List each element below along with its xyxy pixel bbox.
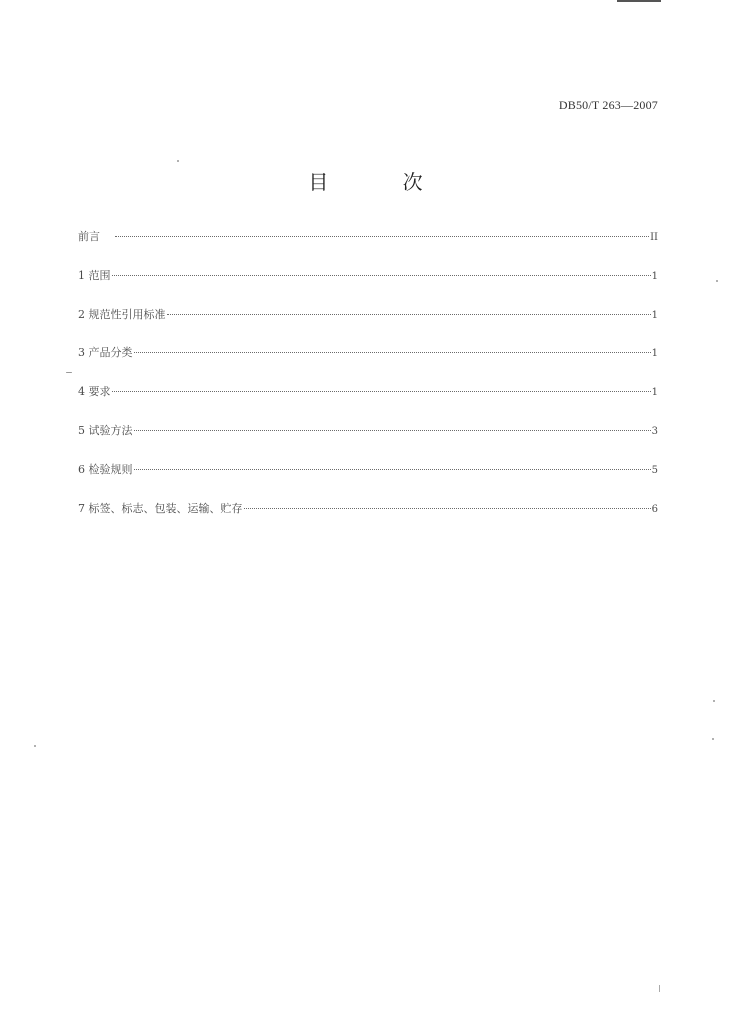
scan-speck [34,745,36,747]
table-of-contents [78,228,658,538]
top-rule [617,0,661,2]
toc-item-normative-references[interactable] [78,306,658,322]
toc-item-page: 1 [651,348,658,360]
toc-leader-dots [167,314,651,315]
toc-leader-dots [115,236,649,237]
toc-item-page: II [650,232,658,243]
scan-speck [66,372,72,373]
toc-item-test-methods[interactable] [78,422,658,438]
scan-speck [712,738,714,740]
toc-item-label: 4 要求 [78,385,111,399]
page-title: 目 次 [308,170,457,194]
scan-mark [659,985,660,992]
document-code: DB50/T 263—2007 [558,98,658,112]
toc-item-page: 1 [651,270,658,282]
scan-speck [713,700,715,702]
toc-item-scope[interactable] [78,267,658,283]
toc-item-page: 6 [651,503,658,515]
scan-speck [177,160,179,162]
toc-item-label: 3 产品分类 [78,346,133,360]
toc-item-page: 1 [651,387,658,399]
toc-item-label: 5 试验方法 [78,423,133,437]
toc-item-label: 6 检验规则 [78,462,133,476]
scan-speck [716,280,718,282]
toc-item-label: 前言 [78,230,100,243]
toc-item-preface[interactable] [78,228,658,244]
toc-item-page: 3 [651,425,658,437]
toc-item-product-classification[interactable] [78,344,658,360]
toc-item-labeling-packaging-transport-storage[interactable] [78,500,658,516]
toc-item-label: 1 范围 [78,268,111,282]
toc-leader-dots [244,508,651,509]
toc-item-page: 5 [651,464,658,476]
toc-item-inspection-rules[interactable] [78,461,658,477]
toc-item-requirements[interactable] [78,383,658,399]
toc-item-label: 2 规范性引用标准 [78,307,166,321]
toc-leader-dots [134,430,651,431]
toc-leader-dots [112,391,651,392]
toc-leader-dots [134,352,651,353]
toc-leader-dots [112,275,651,276]
toc-leader-dots [134,469,651,470]
toc-item-page: 1 [651,309,658,321]
toc-item-label: 7 标签、标志、包装、运输、贮存 [78,501,243,515]
